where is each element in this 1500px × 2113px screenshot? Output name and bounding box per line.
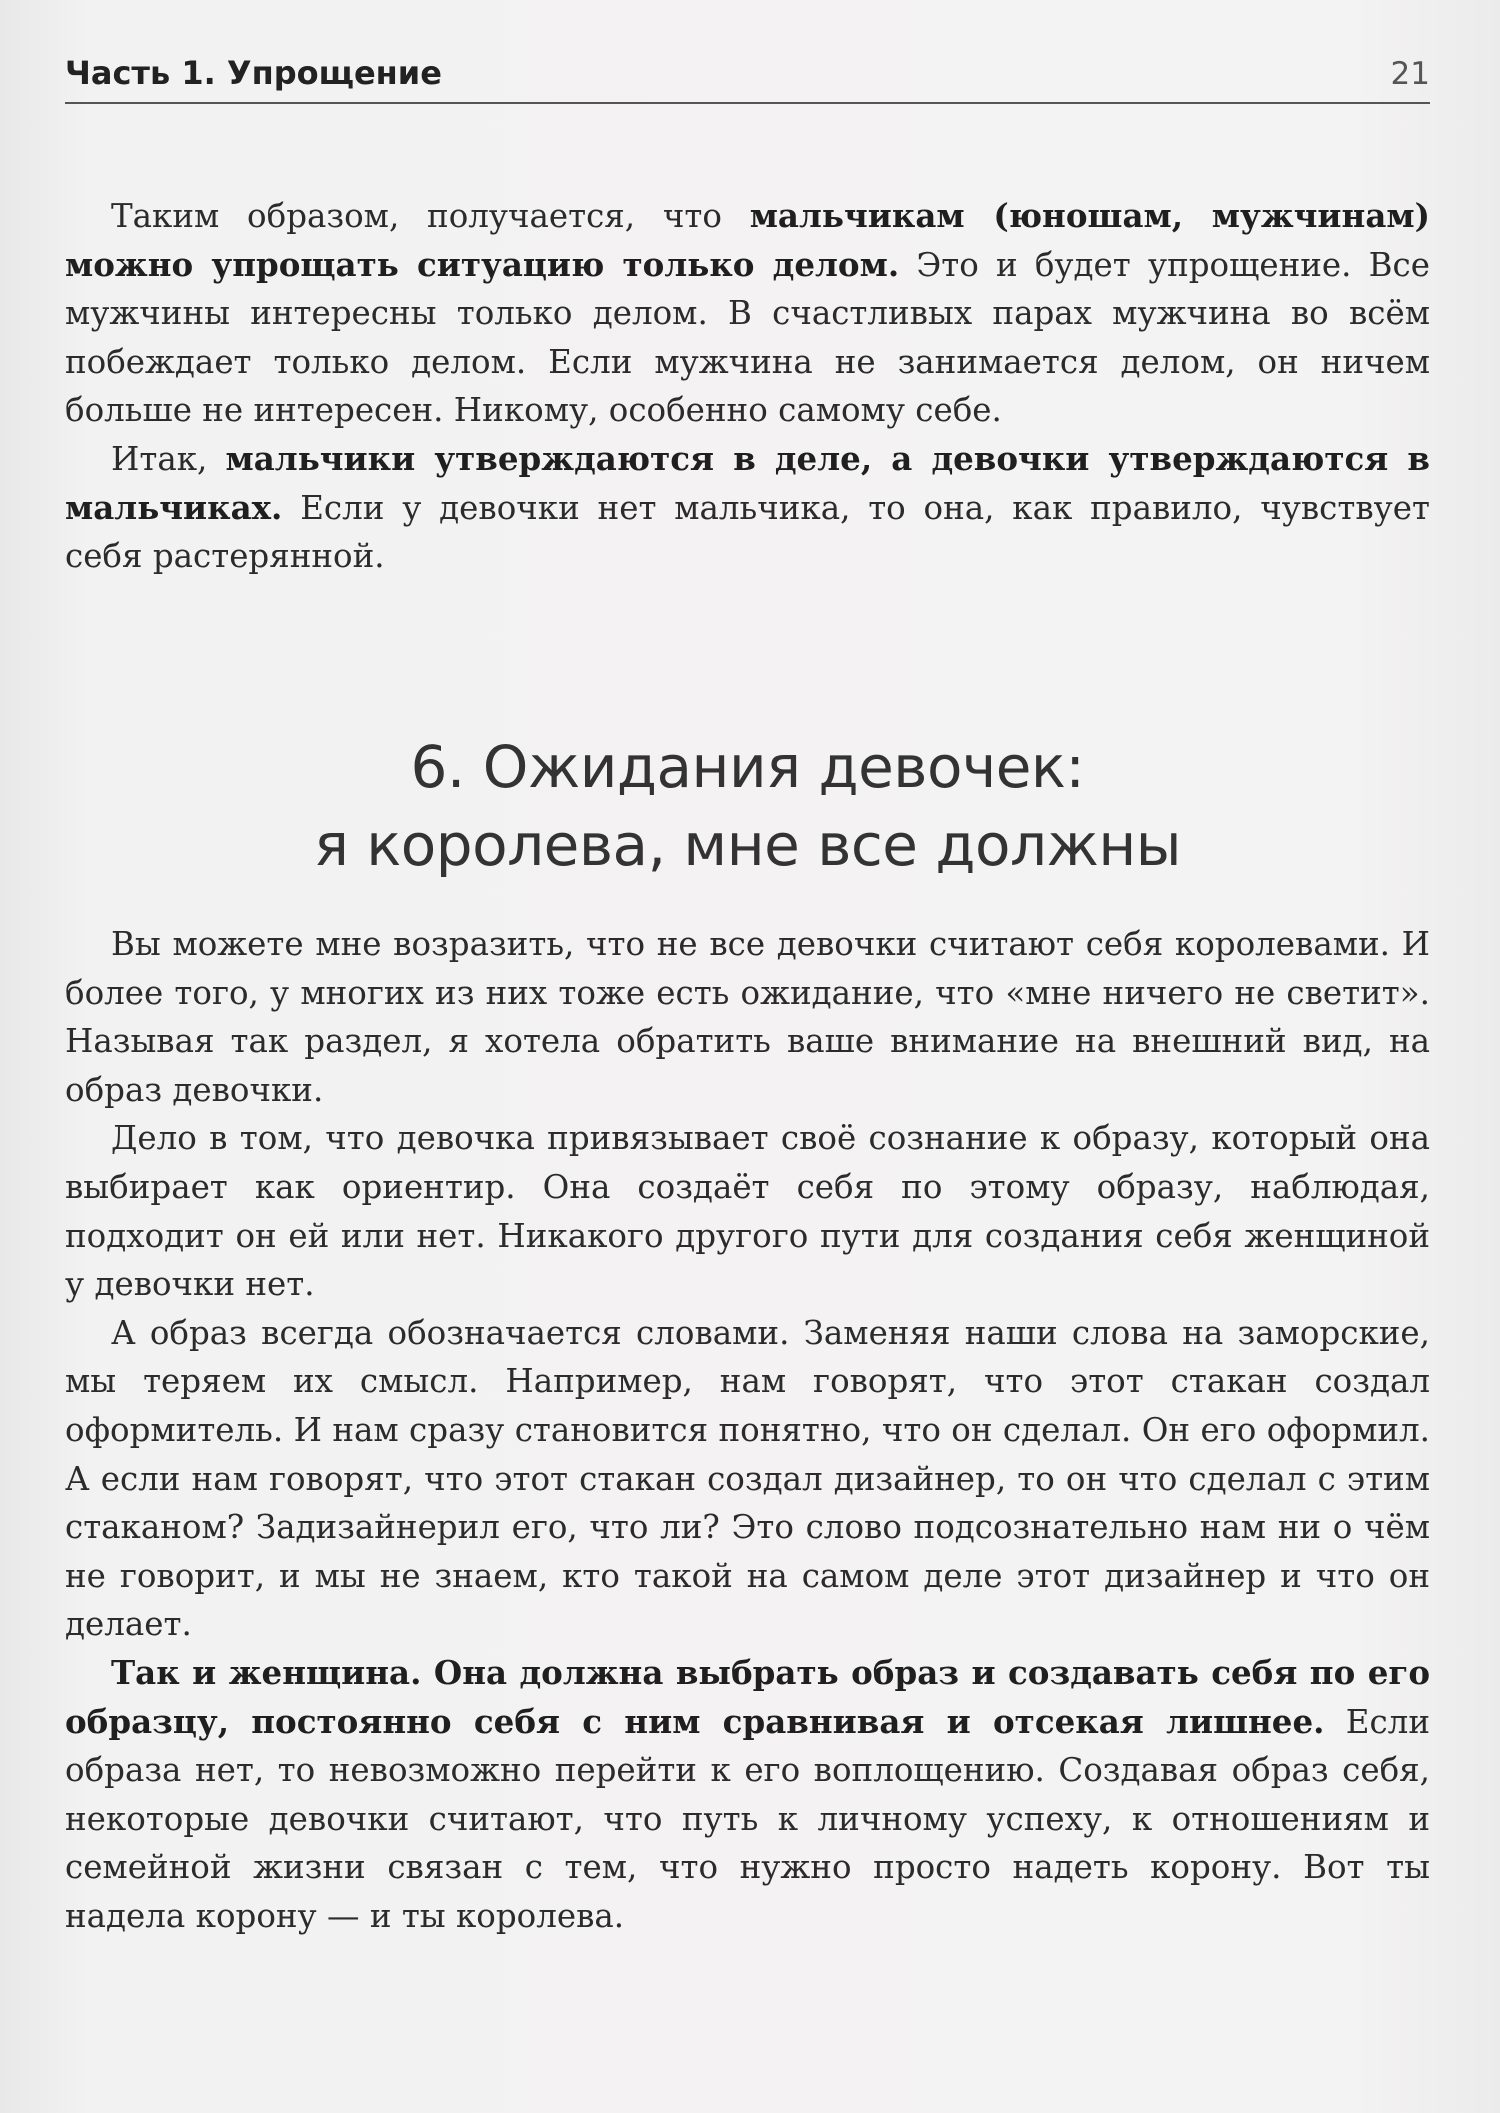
paragraph-3: Вы можете мне возразить, что не все девочки считают себя королевами. И более того, у многих из них тоже есть ожидание, что «мне ничего не светит». Называя так раздел, я хотела обратить ваше внимание на внешний вид, на образ девочки. xyxy=(65,925,1430,1109)
paragraph-6-text-c: Если образа нет, то невозможно перейти к его воплощению. Создавая образ себя, некоторые девочки считают, что путь к личному успеху, к отношениям и семейной жизни связан с тем, что нужно просто надеть корону. Вот ты надела корону — и ты королева. xyxy=(65,1702,1430,1935)
chapter-heading-line-2: я королева, мне все должны xyxy=(313,811,1182,879)
chapter-heading-line-1: 6. Ожидания девочек: xyxy=(410,733,1085,801)
paragraph-5: А образ всегда обозначается словами. Заменяя наши слова на заморские, мы теряем их смысл. Например, нам говорят, что этот стакан создал оформитель. И нам сразу становится понятно, что он сделал. Он его оформил. А если нам говорят, что этот стакан создал дизайнер, то он что сделал с этим стаканом? Задизайнерил его, что ли? Это слово подсознательно нам ни о чём не говорит, и мы не знаем, кто такой на самом деле этот дизайнер и что он делает. xyxy=(65,1313,1430,1644)
paragraph-4: Дело в том, что девочка привязывает своё сознание к образу, который она выбирает как ориентир. Она создаёт себя по этому образу, наблюдая, подходит он ей или нет. Никакого другого пути для создания себя женщиной у девочки нет. xyxy=(65,1119,1430,1304)
page-number: 21 xyxy=(1390,56,1430,92)
paragraph-1-bold: мальчикам (юношам, мужчинам) можно упрощать ситуацию только делом. xyxy=(65,196,1430,284)
paragraph-2-text-c: Если у девочки нет мальчика, то она, как правило, чувствует себя растерянной. xyxy=(65,488,1430,576)
section-title: Часть 1. Упрощение xyxy=(65,54,442,92)
paragraph-2-bold: мальчики утверждаются в деле, а девочки утверждаются в мальчиках. xyxy=(65,438,1430,527)
paragraph-1-text-c: Это и будет упрощение. Все мужчины интересны только делом. В счастливых парах мужчина во всём побеждает только делом. Если мужчина не занимается делом, он ничем больше не интересен. Никому, особенно самому себе. xyxy=(65,245,1430,430)
paragraph-2-text-a: Итак, xyxy=(111,439,226,478)
paragraph-1 xyxy=(65,192,1430,435)
text-block-chapter xyxy=(65,920,1430,1940)
paragraph-2 xyxy=(65,435,1430,581)
text-block-intro xyxy=(65,192,1430,581)
paragraph-6 xyxy=(65,1649,1430,1941)
paragraph-6-bold: Так и женщина. Она должна выбрать образ и создавать себя по его образцу, постоянно себя с ним сравнивая и отсекая лишнее. xyxy=(65,1652,1430,1741)
chapter-heading xyxy=(65,728,1430,884)
paragraph-1-text-a: Таким образом, получается, что xyxy=(111,197,750,235)
running-header xyxy=(65,50,1430,104)
